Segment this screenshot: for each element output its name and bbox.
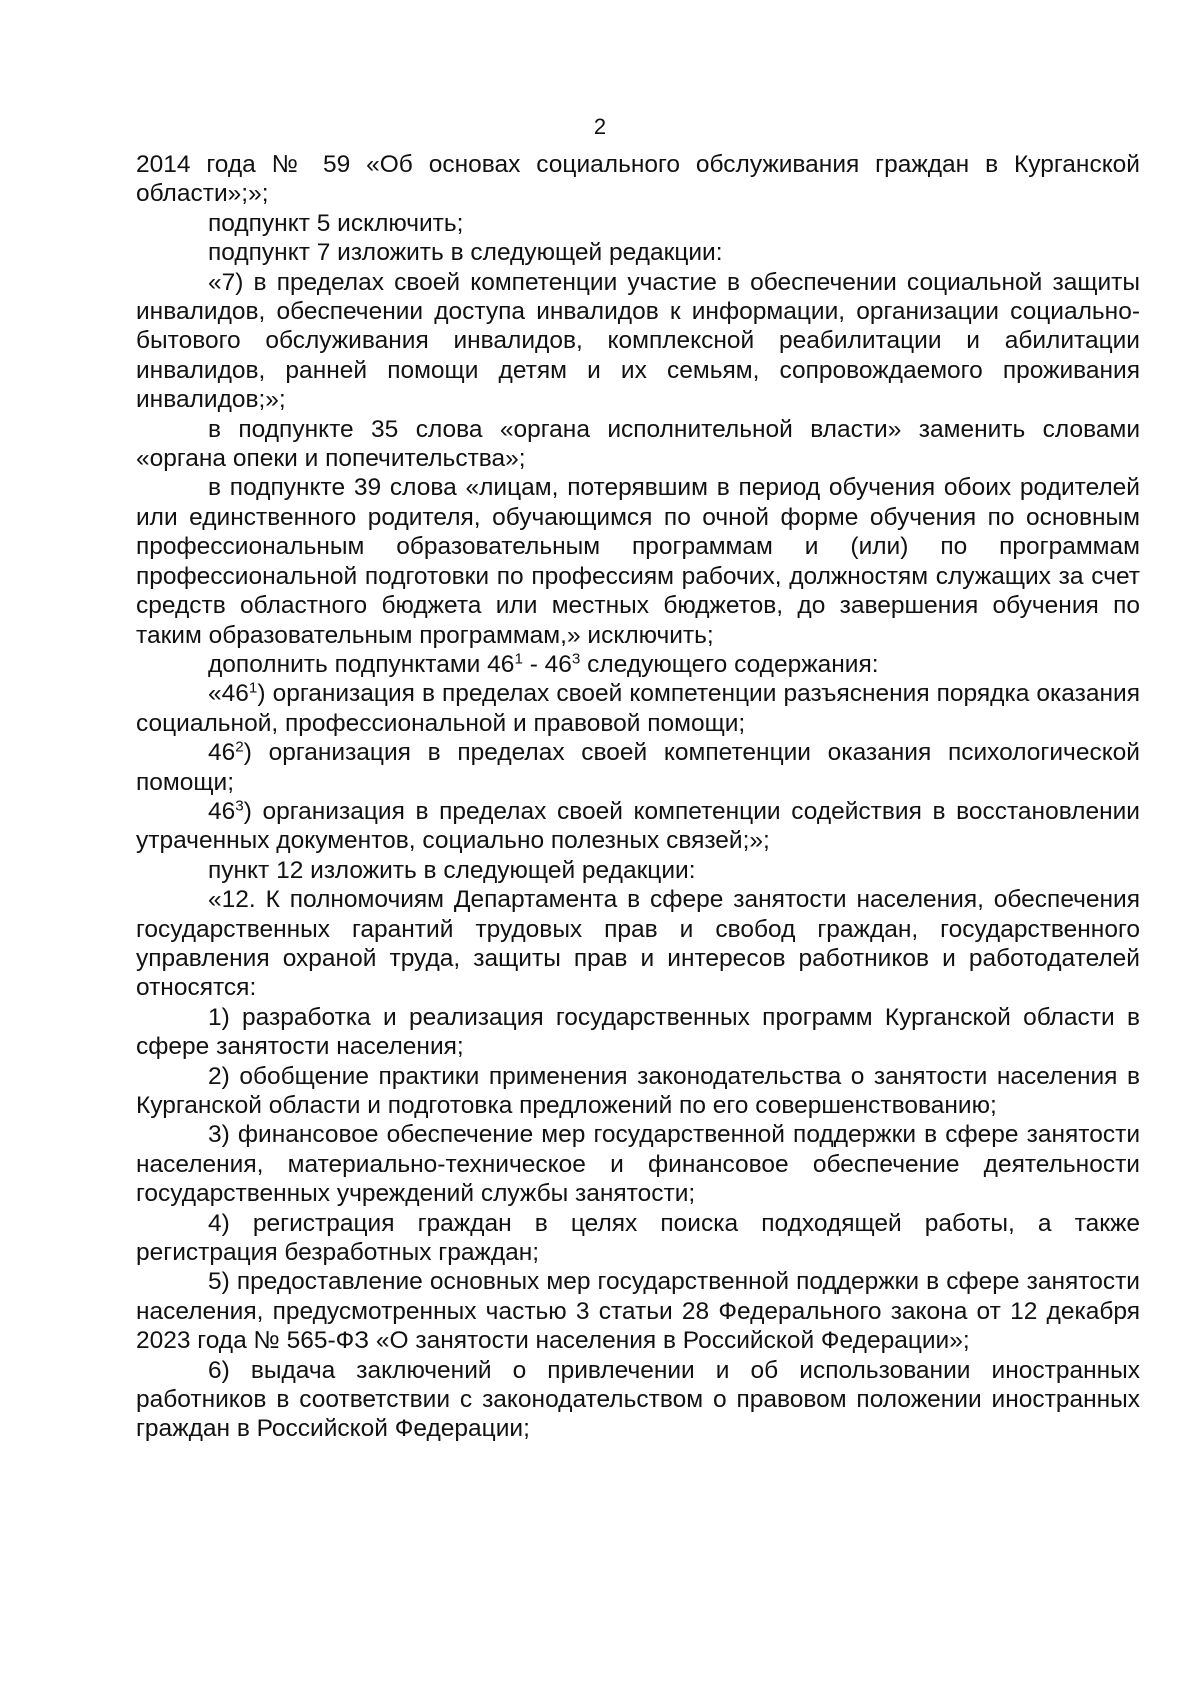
page-number: 2 <box>593 114 607 139</box>
document-body <box>136 150 1140 1444</box>
paragraph: 2014 года № 59 «Об основах социального обслуживания граждан в Курганской области»;»; <box>136 151 1140 208</box>
paragraph: 4) регистрация граждан в целях поиска подходящей работы, а также регистрация безработных граждан; <box>136 1209 1140 1267</box>
paragraph: дополнить подпунктами $46^1 - 46^3$ следующего содержания: <box>208 650 879 678</box>
paragraph: 5) предоставление основных мер государственной поддержки в сфере занятости населения, предусмотренных частью 3 статьи 28 Федерального закона от 12 декабря 2023 года № 565-ФЗ «О занятости населения в Российской Федерации»; <box>136 1268 1140 1355</box>
paragraph: 2) обобщение практики применения законодательства о занятости населения в Курганской области и подготовка предложений по его совершенствованию; <box>136 1062 1140 1119</box>
paragraph: подпункт 7 изложить в следующей редакции: <box>208 239 723 267</box>
paragraph: 3) финансовое обеспечение мер государственной поддержки в сфере занятости населения, материально-техническое и финансовое обеспечение деятельности государственных учреждений службы занятости; <box>136 1121 1140 1208</box>
paragraph: пункт 12 изложить в следующей редакции: <box>208 856 696 884</box>
paragraph: в подпункте 39 слова «лицам, потерявшим в период обучения обоих родителей или единственного родителя, обучающимся по очной форме обучения по основным профессиональным образовательным программам и (или) по программам профессиональной подготовки по профессиям рабочих, должностям служащих за счет средств областного бюджета или местных бюджетов, до завершения обучения по таким образовательным программам,» исключить; <box>136 474 1140 649</box>
paragraph: 6) выдача заключений о привлечении и об использовании иностранных работников в соответствии с законодательством о правовом положении иностранных граждан в Российской Федерации; <box>136 1356 1140 1443</box>
paragraph: $46^3$) организация в пределах своей компетенции содействия в восстановлении утраченных документов, социально полезных связей;»; <box>136 797 1140 855</box>
paragraph: «$46^1$) организация в пределах своей компетенции разъяснения порядка оказания социальной, профессиональной и правовой помощи; <box>136 679 1140 737</box>
paragraph: «7) в пределах своей компетенции участие в обеспечении социальной защиты инвалидов, обеспечении доступа инвалидов к информации, организации социально-бытового обслуживания инвалидов, комплексной реабилитации и абилитации инвалидов, ранней помощи детям и их семьям, сопровождаемого проживания инвалидов;»; <box>136 268 1140 414</box>
paragraph: $46^2$) организация в пределах своей компетенции оказания психологической помощи; <box>136 738 1140 796</box>
paragraph: 1) разработка и реализация государственных программ Курганской области в сфере занятости населения; <box>136 1003 1140 1061</box>
paragraph: подпункт 5 исключить; <box>208 209 464 237</box>
paragraph: «12. К полномочиям Департамента в сфере занятости населения, обеспечения государственных гарантий трудовых прав и свобод граждан, государственного управления охраной труда, защиты прав и интересов работников и работодателей относятся: <box>136 886 1140 1002</box>
paragraph: в подпункте 35 слова «органа исполнительной власти» заменить словами «органа опеки и попечительства»; <box>136 415 1140 473</box>
